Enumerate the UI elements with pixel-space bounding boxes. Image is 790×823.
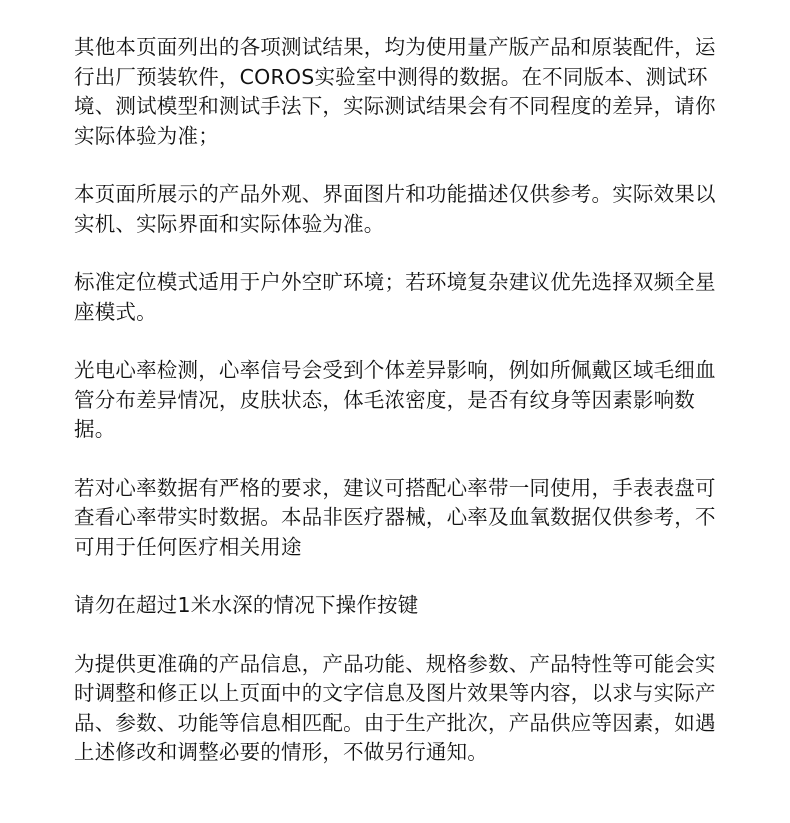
notice-information-updates: 为提供更准确的产品信息，产品功能、规格参数、产品特性等可能会实时调整和修正以上页面中的文字信息及图片效果等内容，以求与实际产品、参数、功能等信息相匹配。由于生产批次，产品供应等因素，如遇上述修改和调整必要的情形，不做另行通知。 [74, 651, 716, 764]
notice-positioning-mode: 标准定位模式适用于户外空旷环境；若环境复杂建议优先选择双频全星座模式。 [74, 270, 716, 324]
disclaimer-text-block [74, 33, 734, 768]
notice-heart-rate-strap: 若对心率数据有严格的要求，建议可搭配心率带一同使用，手表表盘可查看心率带实时数据。本品非医疗器械，心率及血氧数据仅供参考，不可用于任何医疗相关用途 [74, 475, 716, 559]
notice-test-results: 其他本页面列出的各项测试结果，均为使用量产版产品和原装配件，运行出厂预装软件，COROS实验室中测得的数据。在不同版本、测试环境、测试模型和测试手法下，实际测试结果会有不同程度的差异，请你实际体验为准； [74, 35, 716, 148]
notice-optical-heart-rate: 光电心率检测，心率信号会受到个体差异影响，例如所佩戴区域毛细血管分布差异情况，皮肤状态，体毛浓密度，是否有纹身等因素影响数据。 [74, 358, 716, 441]
notice-water-depth: 请勿在超过1米水深的情况下操作按键 [74, 593, 419, 617]
notice-appearance-reference: 本页面所展示的产品外观、界面图片和功能描述仅供参考。实际效果以实机、实际界面和实际体验为准。 [74, 182, 716, 236]
